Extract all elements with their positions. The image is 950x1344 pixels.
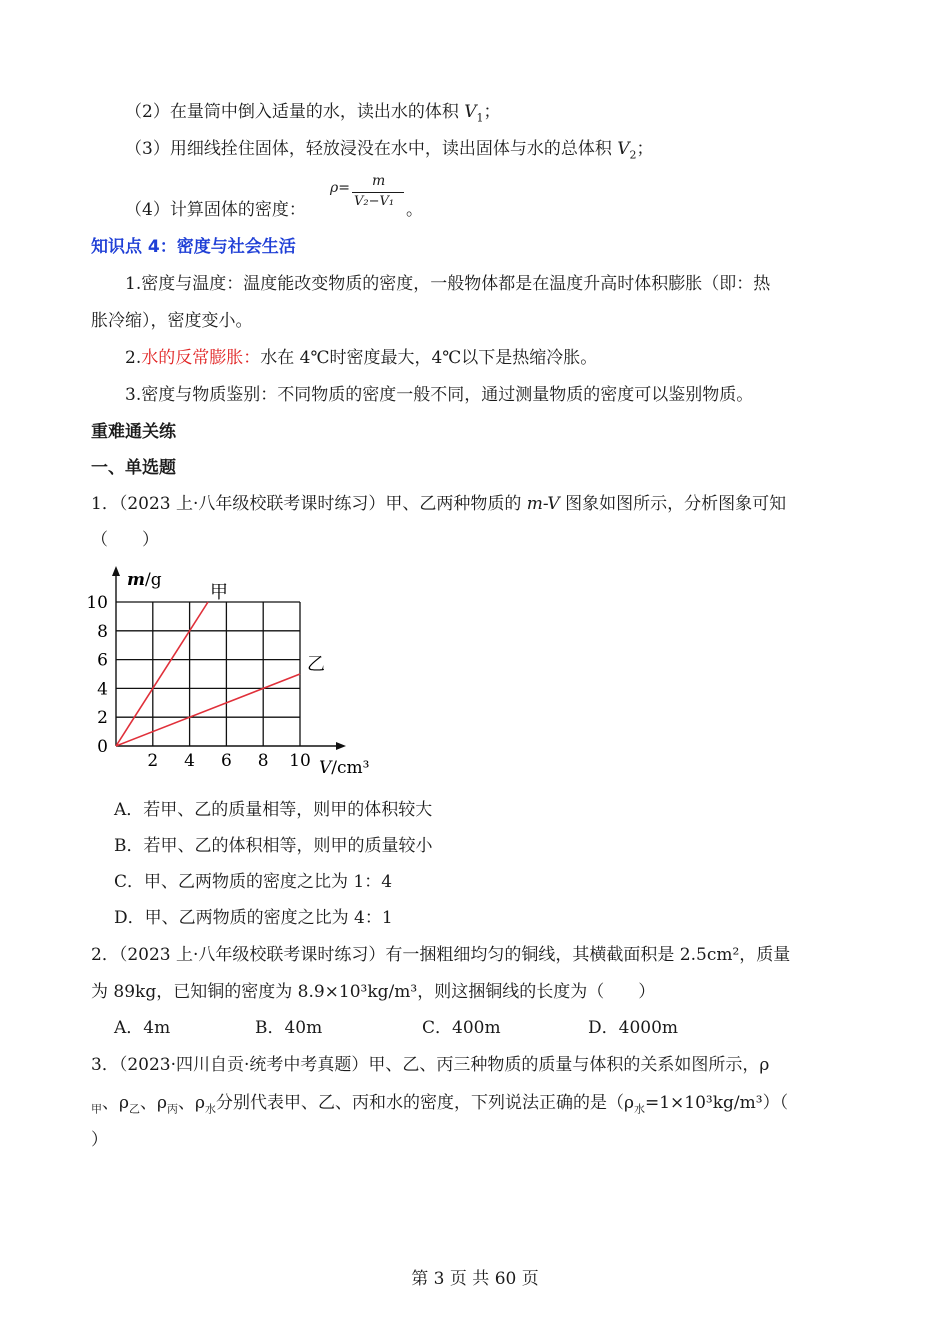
y-tick-label: 6: [97, 650, 108, 671]
q1-option-c[interactable]: C．甲、乙两物质的密度之比为 1：4: [114, 872, 393, 892]
x-tick-label: 10: [289, 751, 311, 771]
var-v: V: [464, 102, 477, 122]
knowledge-title: 知识点 4：密度与社会生活: [91, 237, 296, 257]
formula-lhs: ρ=: [330, 180, 350, 196]
point-1-line2: 胀冷缩），密度变小。: [91, 311, 253, 331]
y-axis-label: m/g: [127, 570, 162, 590]
formula-numerator: m: [372, 173, 386, 189]
q3-line2: [91, 1091, 788, 1121]
x-axis-label: V/cm³: [319, 758, 370, 778]
section-title: 重难通关练: [91, 422, 176, 442]
step-4-suffix: 。: [406, 200, 423, 220]
y-tick-label: 8: [97, 621, 108, 642]
sub-shui: 水: [205, 1102, 216, 1116]
q3-rho: 、ρ: [140, 1093, 167, 1113]
q1-option-b[interactable]: B．若甲、乙的体积相等，则甲的质量较小: [114, 836, 433, 856]
q3-rho: 、ρ: [102, 1093, 129, 1113]
point-2: [125, 346, 597, 370]
q3-rho: 、ρ: [178, 1093, 205, 1113]
page-footer: 第 3 页 共 60 页: [411, 1269, 539, 1289]
step-2-text: （2）在量筒中倒入适量的水，读出水的体积: [125, 102, 465, 122]
point-2-highlight: 水的反常膨胀：: [141, 348, 261, 368]
var-v: V: [617, 139, 630, 159]
q3-text: 分别代表甲、乙、丙和水的密度，下列说法正确的是（ρ: [216, 1093, 634, 1113]
y-tick-label: 10: [86, 593, 108, 613]
series-line-yi: [116, 674, 300, 746]
x-tick-label: 8: [257, 751, 269, 771]
sub: 2: [629, 148, 637, 162]
sub-jia: 甲: [91, 1102, 102, 1116]
point-1-line1: 1.密度与温度：温度能改变物质的密度，一般物体都是在温度升高时体积膨胀（即：热: [125, 274, 771, 294]
step-3: [125, 137, 654, 167]
y-tick-label: 2: [97, 708, 108, 729]
q2-option-a[interactable]: A．4m: [114, 1018, 171, 1038]
q1-option-a[interactable]: A．若甲、乙的质量相等，则甲的体积较大: [114, 800, 433, 820]
q1-text-a: 1．（2023 上·八年级校联考课时练习）甲、乙两种物质的: [91, 494, 527, 514]
fraction-bar: [352, 192, 404, 193]
q3-line1: 3．（2023·四川自贡·统考中考真题）甲、乙、丙三种物质的质量与体积的关系如图所示，ρ: [91, 1055, 770, 1075]
subsection-title: 一、单选题: [91, 458, 176, 478]
series-label: 甲: [210, 582, 228, 603]
sub-bing: 丙: [167, 1102, 178, 1116]
point-2-rest: 水在 4℃时密度最大，4℃以下是热缩冷胀。: [260, 348, 598, 368]
q2-line1: 2．（2023 上·八年级校联考课时练习）有一捆粗细均匀的铜线，其横截面积是 2.5cm²，质量: [91, 945, 791, 965]
chart-series: [116, 582, 325, 746]
punct: ；: [483, 102, 501, 122]
point-3: 3.密度与物质鉴别：不同物质的密度一般不同，通过测量物质的密度可以鉴别物质。: [125, 385, 754, 405]
x-tick-label: 2: [147, 751, 159, 771]
q1-stem: [91, 492, 786, 516]
series-label: 乙: [307, 654, 325, 675]
mv-chart: [85, 563, 385, 779]
y-axis-arrow: [112, 566, 120, 576]
q3-line3: ）: [91, 1130, 108, 1150]
sub: 1: [476, 111, 484, 125]
q2-option-b[interactable]: B．40m: [255, 1018, 323, 1038]
x-tick-label: 6: [220, 751, 232, 771]
sub-shui: 水: [634, 1102, 645, 1116]
step-4: [125, 198, 306, 222]
point-2-num: 2.: [125, 348, 142, 368]
q3-text-end: =1×10³kg/m³）（: [645, 1093, 789, 1113]
x-axis-arrow: [336, 742, 346, 750]
step-4-text: （4）计算固体的密度：: [125, 200, 306, 220]
y-tick-label: 4: [97, 679, 108, 700]
q1-var: m-V: [526, 494, 560, 514]
q1-option-d[interactable]: D．甲、乙两物质的密度之比为 4：1: [114, 908, 393, 928]
series-line-jia: [116, 602, 208, 746]
formula-denominator: V₂−V₁: [354, 194, 395, 209]
q2-option-d[interactable]: D．4000m: [588, 1018, 679, 1038]
punct: ；: [636, 139, 654, 159]
q2-option-c[interactable]: C．400m: [422, 1018, 501, 1038]
chart-grid: [116, 602, 300, 746]
sub-yi: 乙: [129, 1102, 140, 1116]
step-2: [125, 100, 501, 130]
q1-text-b: 图象如图所示，分析图象可知: [559, 494, 787, 514]
q1-blank: （ ）: [91, 530, 159, 550]
x-tick-label: 4: [184, 751, 196, 771]
q2-line2: 为 89kg，已知铜的密度为 8.9×10³kg/m³，则这捆铜线的长度为（ ）: [91, 982, 656, 1002]
step-3-text: （3）用细线拴住固体，轻放浸没在水中，读出固体与水的总体积: [125, 139, 618, 159]
y-tick-label: 0: [97, 737, 108, 757]
